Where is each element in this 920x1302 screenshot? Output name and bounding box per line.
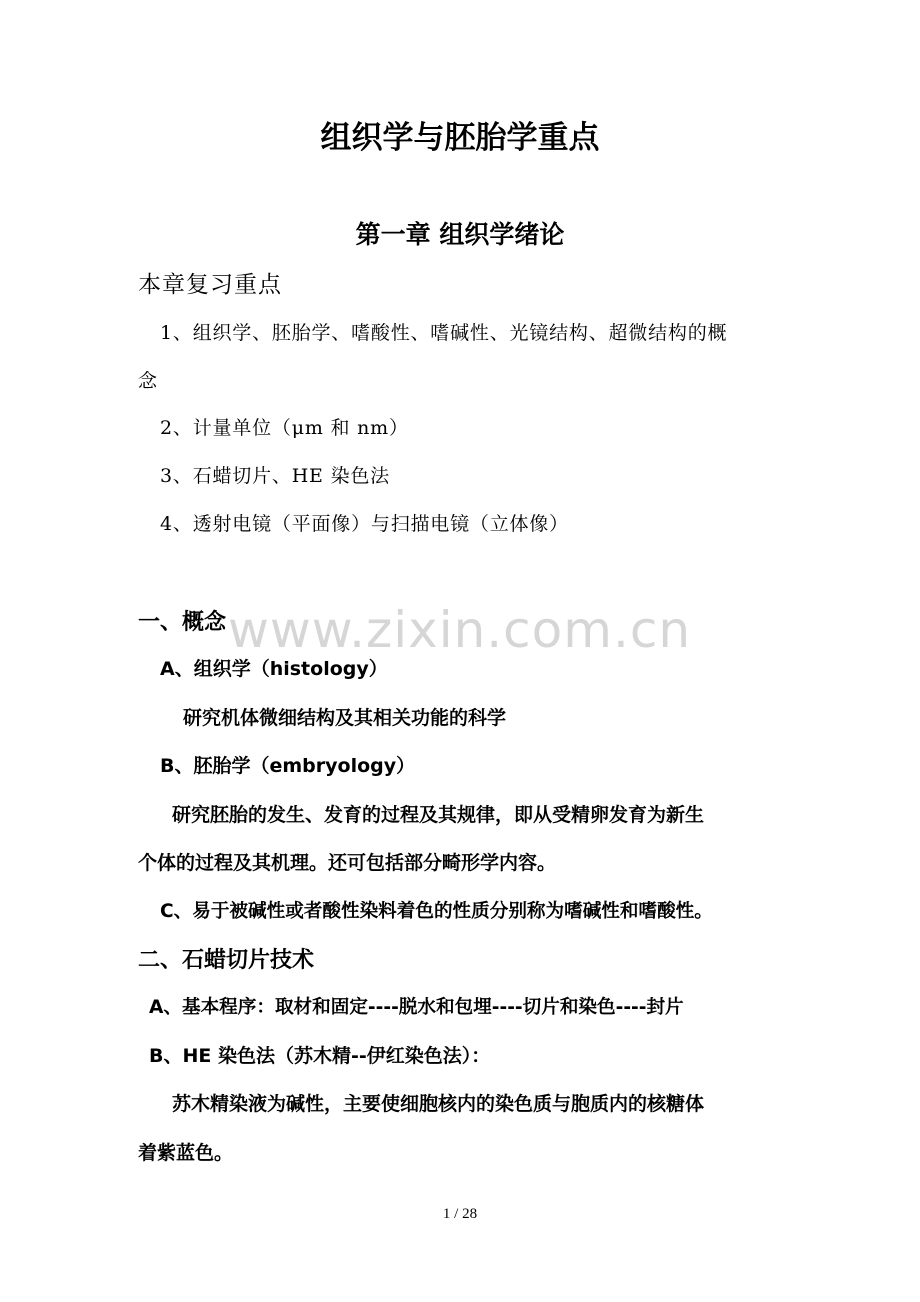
review-item-1: 1、组织学、胚胎学、嗜酸性、嗜碱性、光镜结构、超微结构的概: [160, 322, 728, 344]
section2-b-text-2: 着紫蓝色。: [138, 1142, 234, 1164]
section1-a-text: 研究机体微细结构及其相关功能的科学: [183, 707, 507, 729]
section1-b-text-2: 个体的过程及其机理。还可包括部分畸形学内容。: [138, 852, 557, 874]
section1-b-label: B、胚胎学（embryology）: [160, 755, 416, 777]
watermark: www.zixin.com.cn: [228, 601, 692, 659]
section1-c-text: C、易于被碱性或者酸性染料着色的性质分别称为嗜碱性和嗜酸性。: [160, 901, 713, 922]
section2-a-text: A、基本程序：取材和固定----脱水和包埋----切片和染色----封片: [149, 997, 684, 1018]
review-item-1-cont: 念: [138, 370, 158, 392]
review-item-2: 2、计量单位（μm 和 nm）: [160, 417, 409, 439]
section1-heading: 一、概念: [138, 610, 227, 635]
review-item-4: 4、透射电镜（平面像）与扫描电镜（立体像）: [160, 513, 569, 535]
chapter-heading: 第一章 组织学绪论: [355, 220, 565, 249]
page-number: 1 / 28: [442, 1206, 478, 1222]
section1-b-text-1: 研究胚胎的发生、发育的过程及其规律，即从受精卵发育为新生: [172, 804, 705, 826]
section1-a-label: A、组织学（histology）: [160, 658, 388, 680]
section2-b-label: B、HE 染色法（苏木精--伊红染色法）：: [149, 1045, 491, 1067]
review-item-3: 3、石蜡切片、HE 染色法: [160, 465, 390, 487]
section2-heading: 二、石蜡切片技术: [138, 948, 315, 973]
section2-b-text-1: 苏木精染液为碱性，主要使细胞核内的染色质与胞质内的核糖体: [172, 1093, 705, 1115]
review-heading: 本章复习重点: [138, 272, 282, 298]
document-title: 组织学与胚胎学重点: [320, 120, 600, 156]
